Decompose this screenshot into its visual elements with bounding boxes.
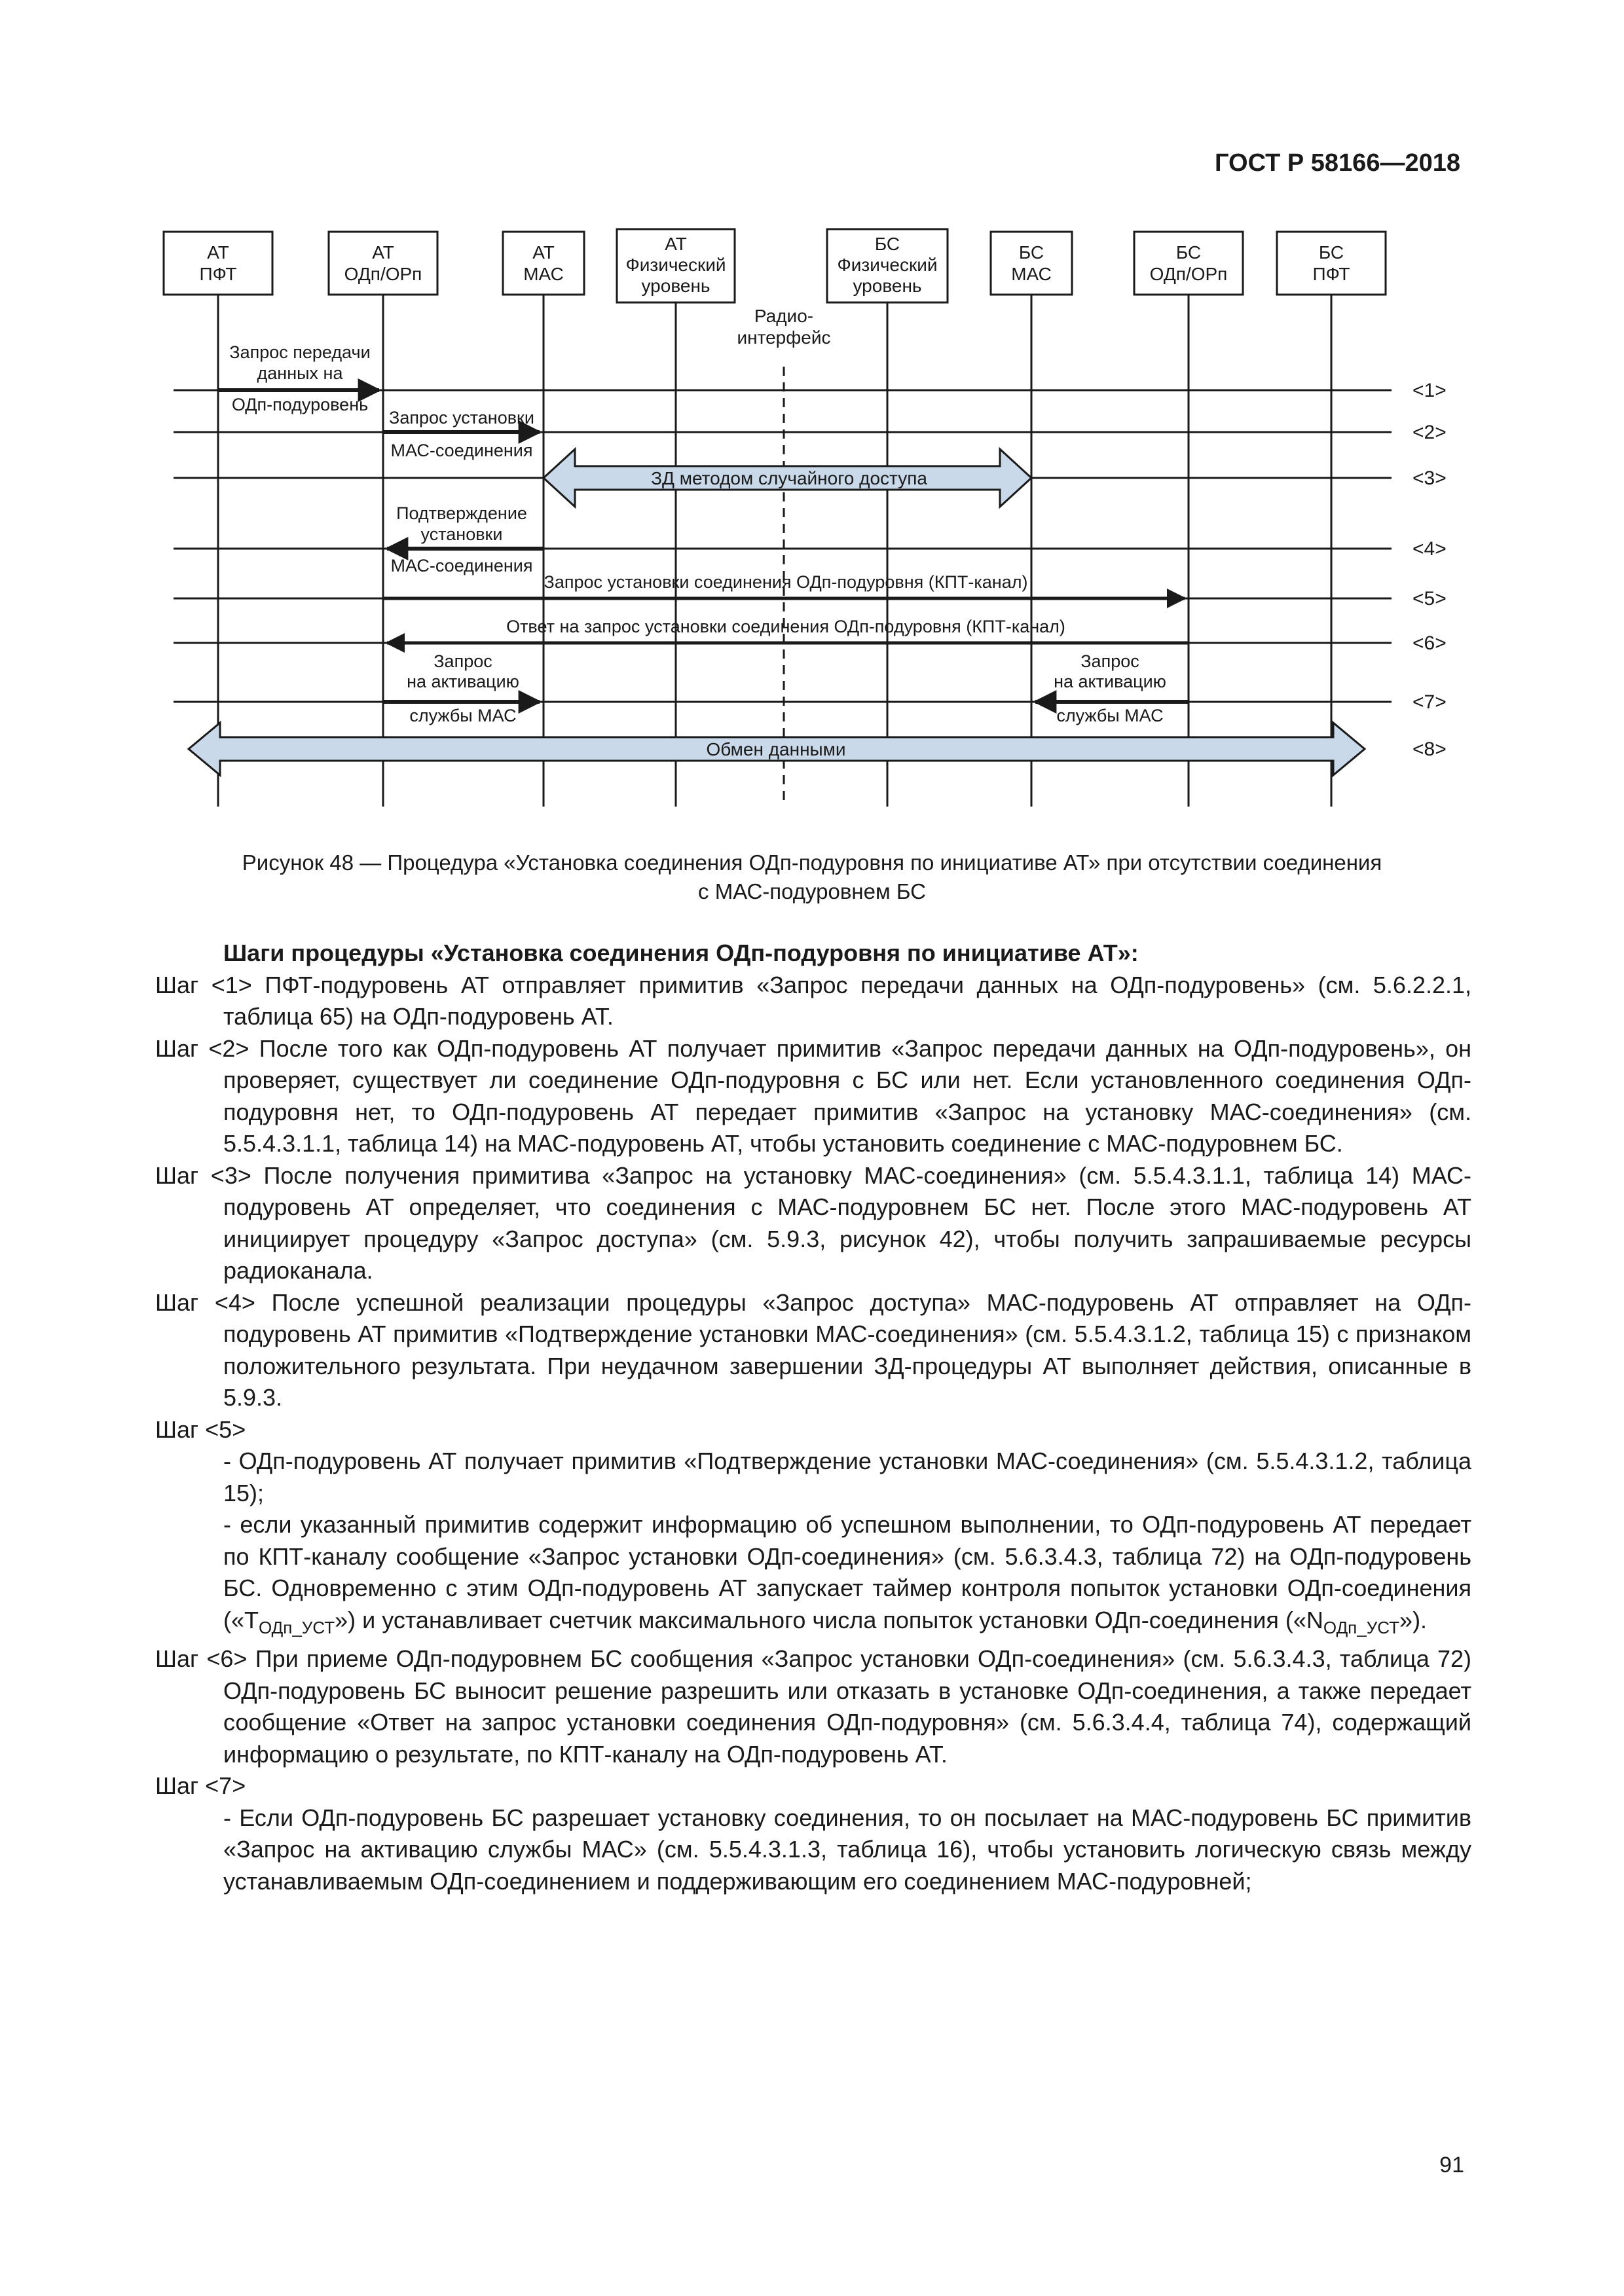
sequence-diagram — [0, 0, 1624, 825]
step-label-8: <8> — [1412, 738, 1447, 760]
entity-bs-phy-l3: уровень — [853, 276, 922, 296]
m8-label: Обмен данными — [706, 739, 846, 759]
m7a-l3: службы МАС — [409, 706, 517, 725]
entity-at-phy-l3: уровень — [641, 276, 710, 296]
entity-box-at-mac — [503, 232, 584, 295]
page-number: 91 — [1439, 2153, 1464, 2178]
entity-at-pft-l1: АТ — [207, 242, 229, 263]
m7a-l2: на активацию — [407, 672, 519, 691]
counter-subscript: ОДп_УСТ — [1323, 1617, 1400, 1637]
m5-label: Запрос установки соединения ОДп-подуровня (КПТ-канал) — [544, 572, 1028, 592]
step-5-b-start: - если указанный примитив содержит информацию об успешном выполнении, то ОДп-подуровень АТ передает по КПТ-каналу сообщение «Запрос установки ОДп-соединения» (см. 5.6.3.4.3, таблица 72) на ОДп-подуровень БС. Одновременно с этим ОДп-подуровень АТ запускает таймер контроля попыток установки ОДп-соединения («Т — [223, 1511, 1471, 1633]
entity-bs-pft-l1: БС — [1318, 242, 1344, 263]
entity-box-bs-pft — [1277, 232, 1386, 295]
step-label-7: <7> — [1412, 691, 1447, 713]
caption-line-1: Рисунок 48 — Процедура «Установка соединения ОДп-подуровня по инициативе АТ» при отсутствии соединения — [242, 850, 1382, 875]
entity-at-phy-l1: АТ — [665, 234, 687, 254]
step-label-6: <6> — [1412, 632, 1447, 654]
entity-at-mac-l1: АТ — [532, 242, 555, 263]
entity-at-odp-l1: АТ — [372, 242, 394, 263]
caption-line-2: с МАС-подуровнем БС — [698, 879, 926, 903]
entity-bs-odp-l2: ОДп/ОРп — [1149, 264, 1228, 284]
entity-box-bs-odp — [1134, 232, 1243, 295]
entity-bs-phy-l1: БС — [874, 234, 900, 254]
step-2-text: Шаг <2> После того как ОДп-подуровень АТ получает примитив «Запрос передачи данных на ОДп-подуровень», он проверяет, существует ли соединение ОДп-подуровня с БС или нет. Если установленного соединения ОДп-подуровня нет, то ОДп-подуровень АТ передает примитив «Запрос на установку МАС-соединения» (см. 5.5.4.3.1.1, таблица 14) на МАС-подуровень АТ, чтобы установить соединение с МАС-подуровнем БС. — [155, 1034, 1471, 1157]
m3-label: ЗД методом случайного доступа — [651, 468, 927, 488]
step-label-4: <4> — [1412, 538, 1447, 560]
m4-l1: Подтверждение — [396, 503, 527, 523]
m7a-l1: Запрос — [434, 651, 492, 671]
entity-at-mac-l2: МАС — [523, 264, 564, 284]
step-3-text: Шаг <3> После получения примитива «Запрос на установку МАС-соединения» (см. 5.5.4.3.1.1, таблица 14) МАС-подуровень АТ определяет, что соединения с МАС-подуровнем БС нет. После этого МАС-подуровень АТ инициирует процедуру «Запрос доступа» (см. 5.9.3, рисунок 42), чтобы получить запрашиваемые ресурсы радиоканала. — [155, 1161, 1471, 1284]
entity-box-at-odp — [329, 232, 437, 295]
step-5-label: Шаг <5> — [155, 1415, 246, 1443]
step-5-b-end: »). — [1399, 1606, 1428, 1633]
step-label-5: <5> — [1412, 588, 1447, 610]
step-label-3: <3> — [1412, 467, 1447, 489]
entity-at-pft-l2: ПФТ — [199, 264, 237, 284]
entity-bs-mac-l1: БС — [1018, 242, 1044, 263]
step-label-1: <1> — [1412, 380, 1447, 401]
step-5-b-mid: ») и устанавливает счетчик максимального числа попыток установки ОДп-соединения («N — [335, 1606, 1323, 1633]
m4-l2: установки — [420, 524, 503, 544]
step-label-2: <2> — [1412, 422, 1447, 443]
entity-bs-mac-l2: МАС — [1011, 264, 1052, 284]
radio-label-l2: интерфейс — [737, 327, 831, 348]
entity-box-bs-mac — [991, 232, 1072, 295]
entity-box-at-pft — [164, 232, 272, 295]
entity-at-odp-l2: ОДп/ОРп — [344, 264, 422, 284]
entity-bs-odp-l1: БС — [1175, 242, 1202, 263]
m1-l2: данных на — [257, 363, 343, 383]
m7b-l1: Запрос — [1080, 651, 1139, 671]
step-7-item-a: - Если ОДп-подуровень БС разрешает установку соединения, то он посылает на МАС-подуровень БС примитив «Запрос на активацию службы МАС» (см. 5.5.4.3.1.3, таблица 16), чтобы установить логическую связь между устанавливаемым ОДп-соединением и поддерживающим его соединением МАС-подуровней; — [223, 1804, 1471, 1895]
m7b-l3: службы МАС — [1056, 706, 1164, 725]
m2-l1: Запрос установки — [389, 408, 534, 428]
procedure-text — [155, 938, 1471, 1897]
m1-l3: ОДп-подуровень — [231, 395, 369, 414]
step-5-item-a: - ОДп-подуровень АТ получает примитив «Подтверждение установки МАС-соединения» (см. 5.5.4.3.1.2, таблица 15); — [223, 1448, 1471, 1506]
procedure-heading: Шаги процедуры «Установка соединения ОДп-подуровня по инициативе АТ»: — [223, 939, 1139, 966]
entity-bs-pft-l2: ПФТ — [1312, 264, 1350, 284]
radio-label-l1: Радио- — [754, 306, 814, 326]
entity-bs-phy-l2: Физический — [837, 255, 938, 275]
timer-subscript: ОДп_УСТ — [259, 1617, 335, 1637]
m1-l1: Запрос передачи — [229, 342, 371, 362]
m2-l2: МАС-соединения — [390, 441, 533, 460]
step-1-text: Шаг <1> ПФТ-подуровень АТ отправляет примитив «Запрос передачи данных на ОДп-подуровень» (см. 5.6.2.2.1, таблица 65) на ОДп-подуровень АТ. — [155, 971, 1471, 1030]
standard-header: ГОСТ Р 58166—2018 — [1215, 149, 1460, 177]
m7b-l2: на активацию — [1054, 672, 1166, 691]
step-7-label: Шаг <7> — [155, 1772, 246, 1800]
m4-l3: МАС-соединения — [390, 556, 533, 575]
step-5-item-b — [155, 1509, 1471, 1643]
entity-at-phy-l2: Физический — [625, 255, 726, 275]
step-4-text: Шаг <4> После успешной реализации процедуры «Запрос доступа» МАС-подуровень АТ отправляет на ОДп-подуровень АТ примитив «Подтверждение установки МАС-соединения» (см. 5.5.4.3.1.2, таблица 15) с признаком положительного результата. При неудачном завершении ЗД-процедуры АТ выполняет действия, описанные в 5.9.3. — [155, 1288, 1471, 1411]
figure-caption — [131, 848, 1493, 906]
m6-label: Ответ на запрос установки соединения ОДп-подуровня (КПТ-канал) — [506, 617, 1065, 636]
step-6-text: Шаг <6> При приеме ОДп-подуровнем БС сообщения «Запрос установки ОДп-соединения» (см. 5.6.3.4.3, таблица 72) ОДп-подуровень БС выносит решение разрешить или отказать в установке ОДп-соединения, а также передает сообщение «Ответ на запрос установки соединения ОДп-подуровня» (см. 5.6.3.4.4, таблица 74), содержащий информацию о результате, по КПТ-каналу на ОДп-подуровень АТ. — [155, 1645, 1471, 1768]
